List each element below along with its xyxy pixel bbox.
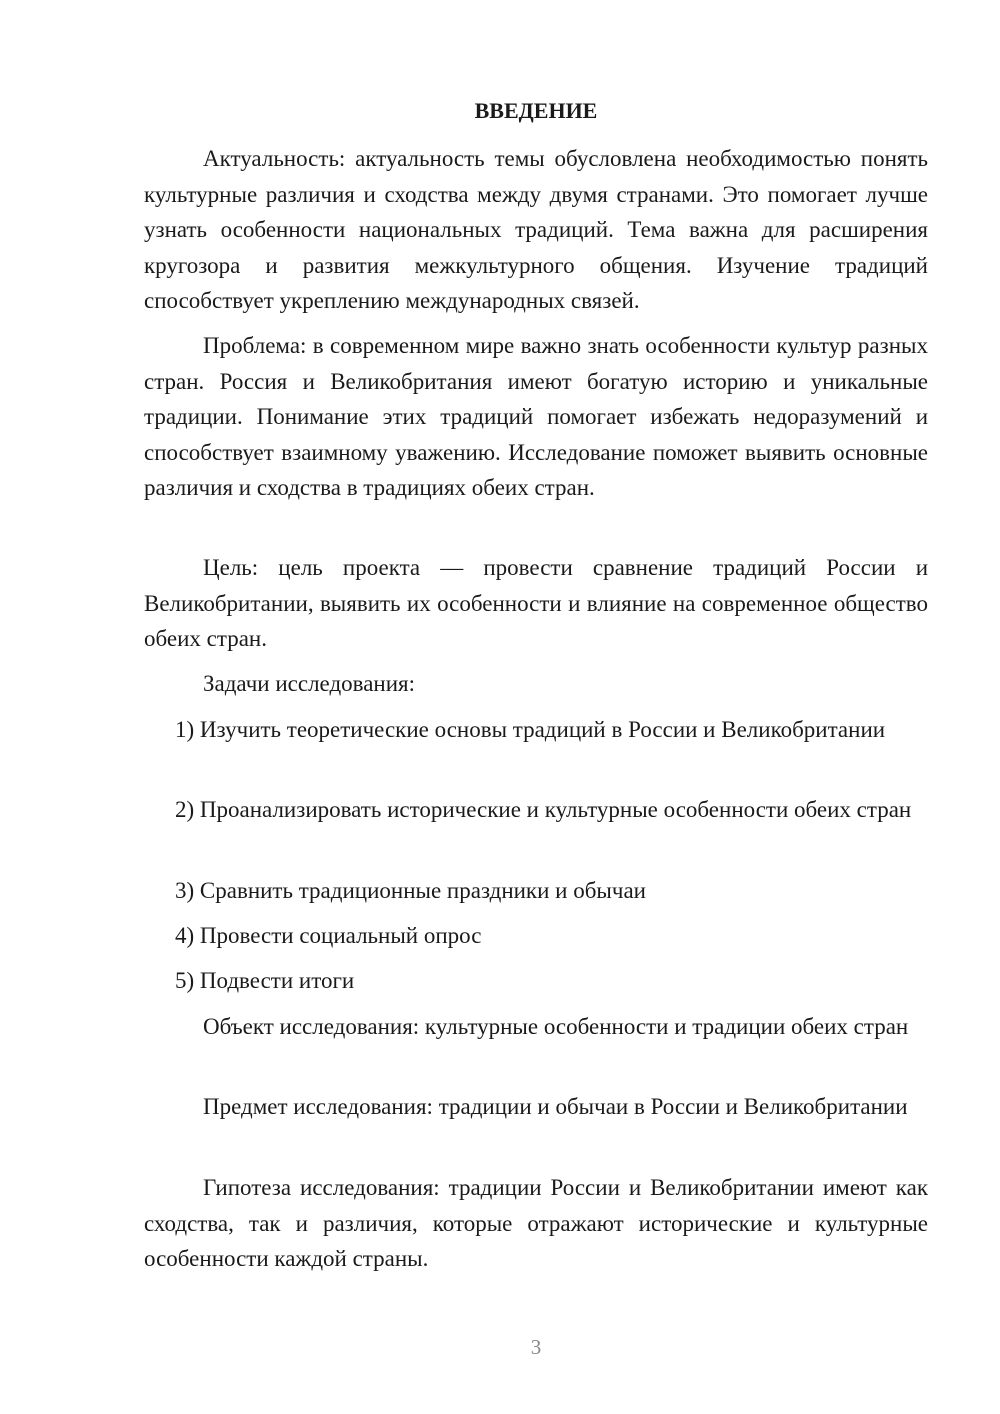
task-item-2: 2) Проанализировать исторические и культурные особенности обеих стран [175,797,912,822]
tasks-heading: Задачи исследования: [203,671,416,696]
task-item-3: 3) Сравнить традиционные праздники и обычаи [175,878,646,903]
task-item-4: 4) Провести социальный опрос [175,923,482,948]
paragraph-object: Объект исследования: культурные особенности и традиции обеих стран [203,1014,909,1039]
paragraph-hypothesis: Гипотеза исследования: традиции России и Великобритании имеют как сходства, так и различия, которые отражают исторические и культурные особенности каждой страны. [144,1175,928,1271]
task-item-5: 5) Подвести итоги [175,968,355,993]
section-title: ВВЕДЕНИЕ [474,98,598,123]
paragraph-problem: Проблема: в современном мире важно знать особенности культур разных стран. Россия и Великобритания имеют богатую историю и уникальные традиции. Понимание этих традиций помогает избежать недоразумений и способствует взаимному уважению. Исследование поможет выявить основные различия и сходства в традициях обеих стран. [144,333,928,500]
task-item-1: 1) Изучить теоретические основы традиций в России и Великобритании [175,717,886,742]
page-number: 3 [530,1335,542,1359]
paragraph-subject: Предмет исследования: традиции и обычаи в России и Великобритании [203,1094,908,1119]
paragraph-goal: Цель: цель проекта — провести сравнение традиций России и Великобритании, выявить их особенности и влияние на современное общество обеих стран. [144,555,928,651]
paragraph-relevance: Актуальность: актуальность темы обусловлена необходимостью понять культурные различия и сходства между двумя странами. Это помогает лучше узнать особенности национальных традиций. Тема важна для расширения кругозора и развития межкультурного общения. Изучение традиций способствует укреплению международных связей. [144,146,928,313]
